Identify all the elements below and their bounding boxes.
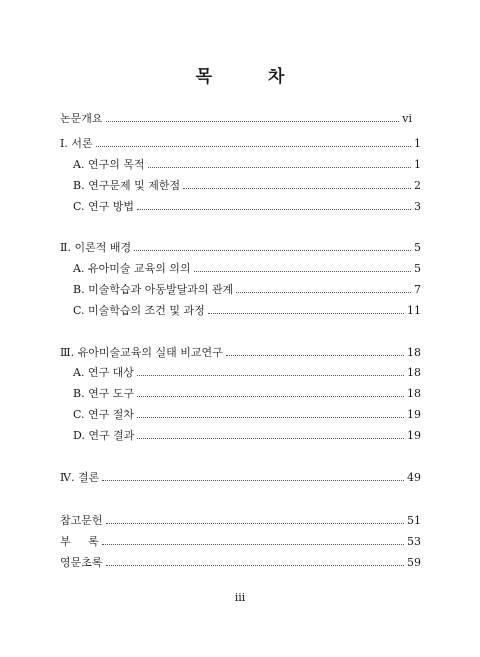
toc-entry[interactable]	[73, 176, 421, 192]
toc-leader-dots	[183, 187, 411, 189]
toc-entry-page: 5	[414, 241, 421, 254]
toc-entry-label: A. 연구 대상	[73, 366, 134, 379]
toc-leader-dots	[137, 437, 404, 439]
title-right-char: 차	[268, 67, 285, 87]
toc-entry[interactable]	[73, 197, 421, 213]
toc-entry[interactable]	[60, 553, 421, 569]
toc-entry-page: 18	[407, 387, 421, 400]
page-number: iii	[234, 591, 246, 604]
toc-leader-dots	[106, 522, 404, 524]
toc-leader-dots	[137, 416, 404, 418]
toc-entry-label: Ⅰ. 서론	[60, 137, 93, 150]
toc-entry[interactable]	[60, 238, 421, 254]
toc-entry[interactable]	[60, 511, 421, 527]
toc-entry[interactable]	[73, 280, 421, 296]
toc-leader-dots	[148, 166, 411, 168]
toc-leader-dots	[194, 270, 411, 272]
toc-leader-dots	[96, 145, 411, 147]
toc-leader-dots	[137, 374, 404, 376]
toc-entry-label: D. 연구 결과	[73, 429, 135, 442]
toc-leader-dots	[137, 395, 404, 397]
toc-leader-dots	[102, 479, 404, 481]
toc-entry[interactable]	[73, 426, 421, 442]
toc-entry[interactable]	[60, 343, 421, 359]
toc-entry[interactable]	[60, 532, 421, 548]
toc-leader-dots	[106, 120, 400, 122]
toc-entry-page: 19	[407, 408, 421, 421]
toc-entry-page: 7	[414, 283, 421, 296]
toc-entry-page: 51	[407, 514, 421, 527]
toc-entry[interactable]	[60, 134, 421, 150]
toc-leader-dots	[236, 291, 411, 293]
page-title	[0, 62, 480, 87]
toc-entry-label: 부 록	[60, 535, 99, 548]
toc-entry-page: 49	[407, 471, 421, 484]
toc-entry-page: 5	[414, 262, 421, 275]
toc-entry-page: 1	[414, 158, 421, 171]
toc-entry-page: vi	[402, 112, 412, 125]
toc-entry[interactable]	[60, 109, 412, 125]
toc-entry[interactable]	[73, 301, 421, 317]
toc-entry-label: B. 연구 도구	[73, 387, 135, 400]
title-left-char: 목	[195, 67, 212, 87]
toc-entry-page: 59	[407, 556, 421, 569]
toc-entry-label: C. 연구 절차	[73, 408, 135, 421]
toc-entry-label: C. 미술학습의 조건 및 과정	[73, 304, 205, 317]
toc-entry-label: Ⅱ. 이론적 배경	[60, 241, 132, 254]
toc-entry[interactable]	[73, 259, 421, 275]
toc-entry-label: B. 연구문제 및 제한점	[73, 179, 181, 192]
toc-entry[interactable]	[73, 405, 421, 421]
toc-entry-page: 2	[414, 179, 421, 192]
toc-leader-dots	[137, 208, 411, 210]
toc-entry-label: 참고문헌	[60, 514, 103, 527]
toc-entry[interactable]	[73, 384, 421, 400]
toc-leader-dots	[102, 543, 404, 545]
toc-entry-label: Ⅳ. 결론	[60, 471, 100, 484]
toc-entry[interactable]	[73, 363, 421, 379]
toc-entry-page: 11	[407, 304, 421, 317]
toc-leader-dots	[208, 312, 404, 314]
toc-entry[interactable]	[73, 155, 421, 171]
toc-entry-label: 영문초록	[60, 556, 103, 569]
toc-entry-label: B. 미술학습과 아동발달과의 관계	[73, 283, 234, 296]
toc-entry-page: 53	[407, 535, 421, 548]
toc-leader-dots	[134, 249, 411, 251]
toc-entry-label: C. 연구 방법	[73, 200, 135, 213]
toc-leader-dots	[226, 354, 404, 356]
toc-entry-page: 19	[407, 429, 421, 442]
toc-entry-page: 1	[414, 137, 421, 150]
toc-entry-label: 논문개요	[60, 112, 103, 125]
toc-entry-label: A. 유아미술 교육의 의의	[73, 262, 191, 275]
toc-entry-page: 3	[414, 200, 421, 213]
toc-entry[interactable]	[60, 468, 421, 484]
toc-entry-label: Ⅲ. 유아미술교육의 실태 비교연구	[60, 346, 223, 359]
toc-entry-page: 18	[407, 346, 421, 359]
toc-entry-page: 18	[407, 366, 421, 379]
toc-entry-label: A. 연구의 목적	[73, 158, 145, 171]
toc-leader-dots	[106, 564, 404, 566]
